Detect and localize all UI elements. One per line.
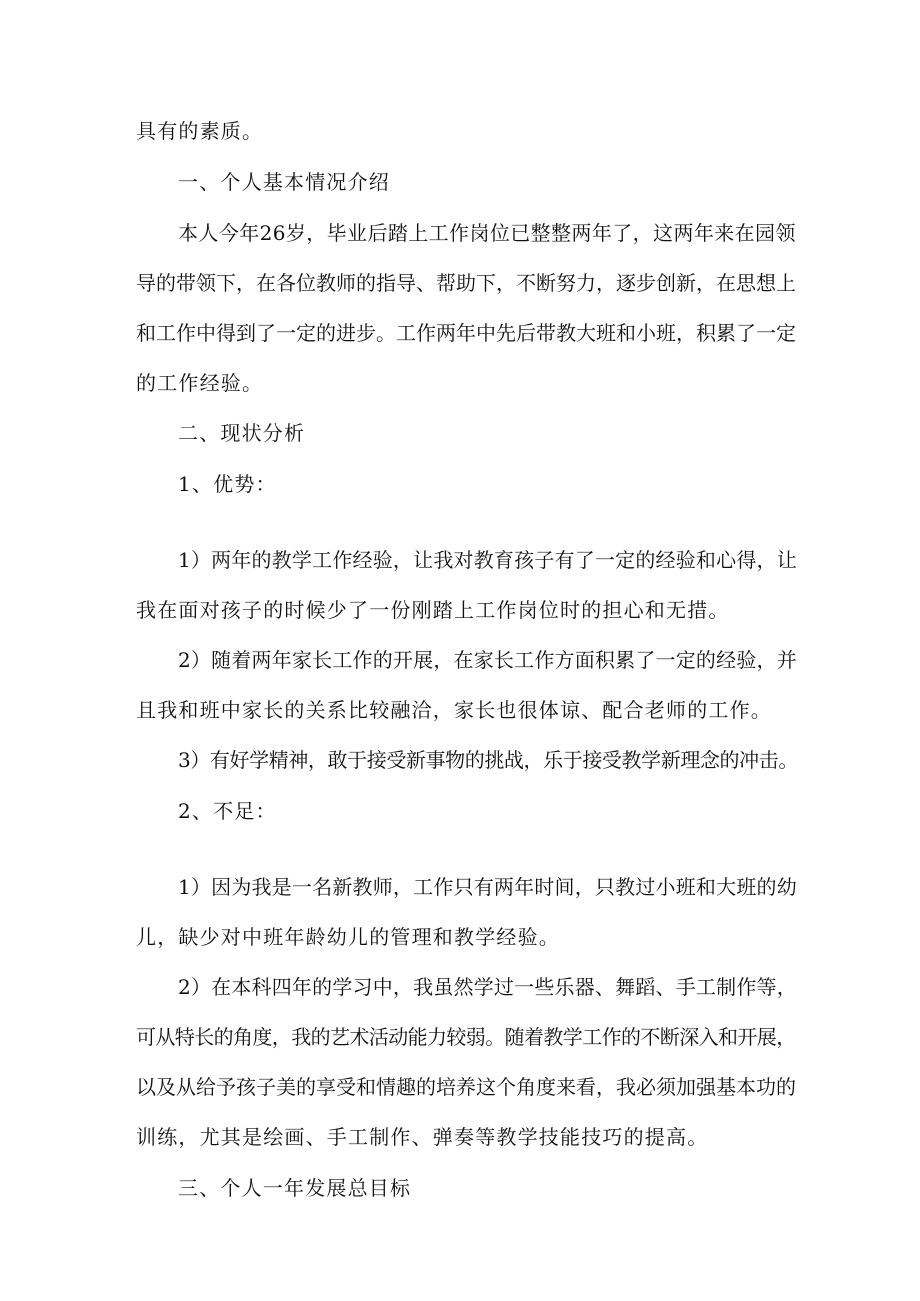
text-line: 儿，缺少对中班年龄幼儿的管理和教学经验。 (136, 925, 560, 949)
text-line: 3）有好学精神，敢于接受新事物的挑战，乐于接受教学新理念的冲击。 (178, 748, 798, 772)
section-heading: 二、现状分析 (178, 421, 306, 445)
text-line: 本人今年26岁，毕业后踏上工作岗位已整整两年了，这两年来在园领 (178, 221, 796, 245)
text-line: 训练，尤其是绘画、手工制作、弹奏等教学技能技巧的提高。 (136, 1125, 709, 1149)
subsection-heading: 2、不足： (178, 799, 277, 823)
section-heading: 一、个人基本情况介绍 (178, 170, 390, 194)
section-heading: 三、个人一年发展总目标 (178, 1176, 412, 1200)
text-line: 具有的素质。 (136, 119, 264, 143)
text-line: 1）两年的教学工作经验，让我对教育孩子有了一定的经验和心得，让 (178, 548, 797, 572)
text-line: 的工作经验。 (136, 371, 264, 395)
subsection-heading: 1、优势： (178, 472, 277, 496)
text-line: 1）因为我是一名新教师，工作只有两年时间，只教过小班和大班的幼 (178, 875, 797, 899)
text-line: 2）随着两年家长工作的开展，在家长工作方面积累了一定的经验，并 (178, 648, 797, 672)
text-line: 且我和班中家长的关系比较融洽，家长也很体谅、配合老师的工作。 (136, 698, 772, 722)
text-line: 和工作中得到了一定的进步。工作两年中先后带教大班和小班，积累了一定 (136, 321, 796, 345)
text-line: 以及从给予孩子美的享受和情趣的培养这个角度来看，我必须加强基本功的 (136, 1075, 796, 1099)
text-line: 导的带领下，在各位教师的指导、帮助下，不断努力，逐步创新，在思想上 (136, 271, 796, 295)
text-line: 2）在本科四年的学习中，我虽然学过一些乐器、舞蹈、手工制作等， (178, 975, 797, 999)
text-line: 可从特长的角度，我的艺术活动能力较弱。随着教学工作的不断深入和开展， (136, 1025, 796, 1049)
text-line: 我在面对孩子的时候少了一份刚踏上工作岗位时的担心和无措。 (136, 598, 730, 622)
